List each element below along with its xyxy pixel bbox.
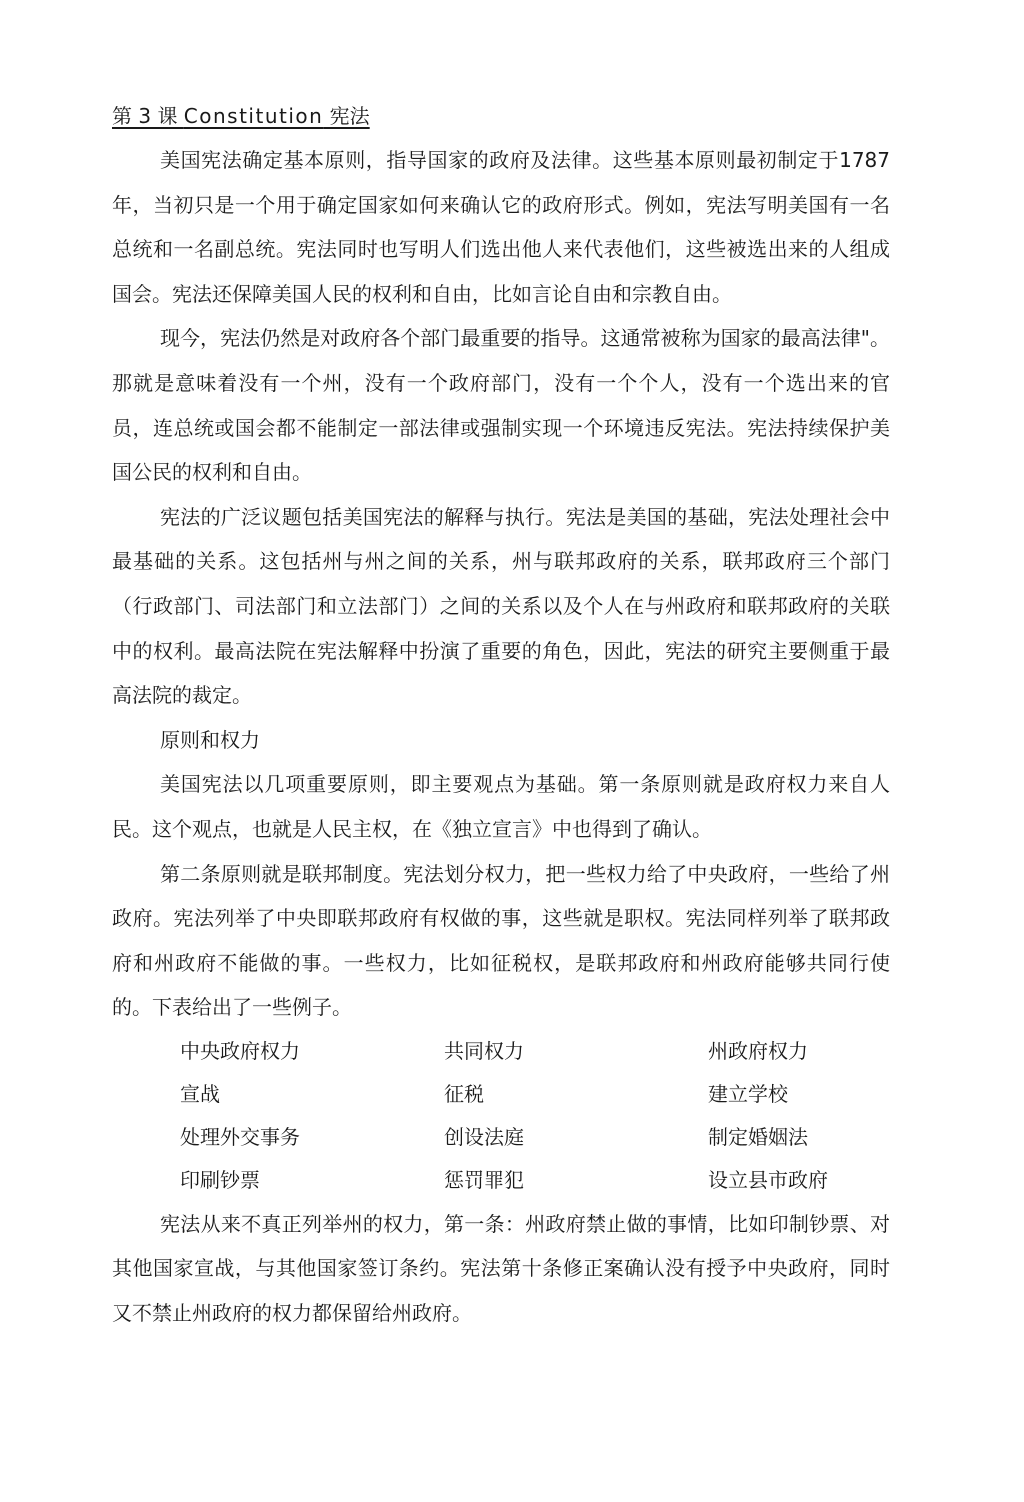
lesson-title [112, 94, 890, 138]
table-cell: 设立县市政府 [708, 1167, 828, 1192]
table-cell: 创设法庭 [444, 1124, 524, 1149]
section-heading: 原则和权力 [160, 727, 260, 752]
title-suffix: 宪法 [323, 104, 370, 128]
table-cell: 惩罚罪犯 [444, 1167, 524, 1192]
title-prefix: 第 3 课 [112, 104, 184, 128]
table-cell: 处理外交事务 [180, 1124, 300, 1149]
paragraph-topics: 宪法的广泛议题包括美国宪法的解释与执行。宪法是美国的基础，宪法处理社会中最基础的关系。这包括州与州之间的关系，州与联邦政府的关系，联邦政府三个部门（行政部门、司法部门和立法部门）之间的关系以及个人在与州政府和联邦政府的关联中的权利。最高法院在宪法解释中扮演了重要的角色，因此，宪法的研究主要侧重于最高法院的裁定。 [112, 504, 890, 708]
paragraph-intro: 美国宪法确定基本原则，指导国家的政府及法律。这些基本原则最初制定于1787年，当初只是一个用于确定国家如何来确认它的政府形式。例如，宪法写明美国有一名总统和一名副总统。宪法同时也写明人们选出他人来代表他们，这些被选出来的人组成国会。宪法还保障美国人民的权利和自由，比如言论自由和宗教自由。 [112, 148, 890, 306]
table-cell: 建立学校 [708, 1081, 788, 1106]
table-cell: 制定婚姻法 [708, 1124, 808, 1149]
title-latin: Constitution [183, 104, 324, 128]
table-cell: 印刷钞票 [180, 1167, 260, 1192]
powers-table [180, 1030, 880, 1202]
paragraph-principle-two: 第二条原则就是联邦制度。宪法划分权力，把一些权力给了中央政府，一些给了州政府。宪法列举了中央即联邦政府有权做的事，这些就是职权。宪法同样列举了联邦政府和州政府不能做的事。一些权力，比如征税权，是联邦政府和州政府能够共同行使的。下表给出了一些例子。 [112, 861, 890, 1020]
document-page [112, 94, 890, 1336]
paragraph-principle-one: 美国宪法以几项重要原则，即主要观点为基础。第一条原则就是政府权力来自人民。这个观点，也就是人民主权，在《独立宣言》中也得到了确认。 [112, 772, 890, 841]
paragraph-supreme-law: 现今，宪法仍然是对政府各个部门最重要的指导。这通常被称为国家的最高法律"。那就是意味着没有一个州，没有一个政府部门，没有一个个人，没有一个选出来的官员，连总统或国会都不能制定一部法律或强制实现一个环境违反宪法。宪法持续保护美国公民的权利和自由。 [112, 326, 890, 485]
table-header-federal: 中央政府权力 [180, 1038, 300, 1063]
table-header-state: 州政府权力 [708, 1038, 808, 1063]
table-cell: 征税 [444, 1081, 484, 1106]
table-cell: 宣战 [180, 1081, 220, 1106]
paragraph-closing: 宪法从来不真正列举州的权力，第一条：州政府禁止做的事情，比如印制钞票、对其他国家宣战，与其他国家签订条约。宪法第十条修正案确认没有授予中央政府，同时又不禁止州政府的权力都保留给州政府。 [112, 1211, 890, 1326]
table-header-shared: 共同权力 [444, 1038, 524, 1063]
